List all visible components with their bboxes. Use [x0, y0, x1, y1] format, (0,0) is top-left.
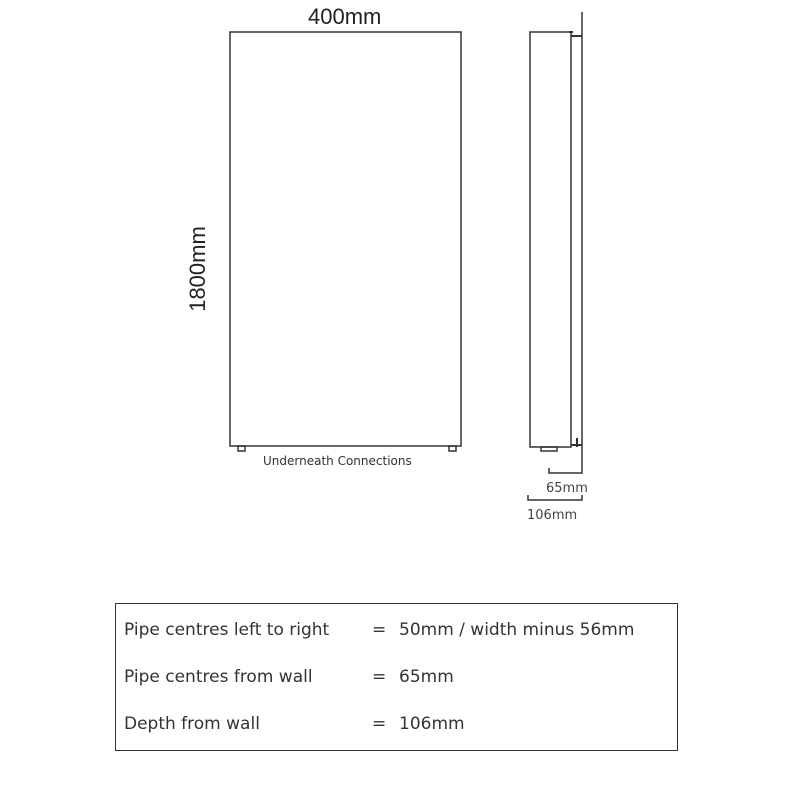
spec-equals: = [372, 667, 387, 687]
pipe-depth-dimension [549, 468, 582, 473]
height-dimension-label: 1800mm [184, 226, 210, 312]
spec-label: Pipe centres from wall [124, 667, 313, 687]
spec-equals: = [372, 620, 387, 640]
width-dimension-label: 400mm [308, 4, 382, 29]
spec-value: 106mm [399, 714, 465, 734]
side-panel-outline [530, 32, 571, 447]
right-connection-foot [449, 446, 456, 451]
underneath-connections-caption: Underneath Connections [263, 454, 412, 468]
spec-value: 50mm / width minus 56mm [399, 620, 635, 640]
left-connection-foot [238, 446, 245, 451]
spec-equals: = [372, 714, 387, 734]
pipe-depth-label: 65mm [546, 481, 588, 496]
spec-value: 65mm [399, 667, 454, 687]
spec-label: Pipe centres left to right [124, 620, 330, 640]
total-depth-label: 106mm [527, 508, 578, 523]
spec-label: Depth from wall [124, 714, 260, 734]
front-panel-outline [230, 32, 461, 446]
spec-table [115, 603, 678, 751]
side-connection-foot [541, 447, 557, 451]
